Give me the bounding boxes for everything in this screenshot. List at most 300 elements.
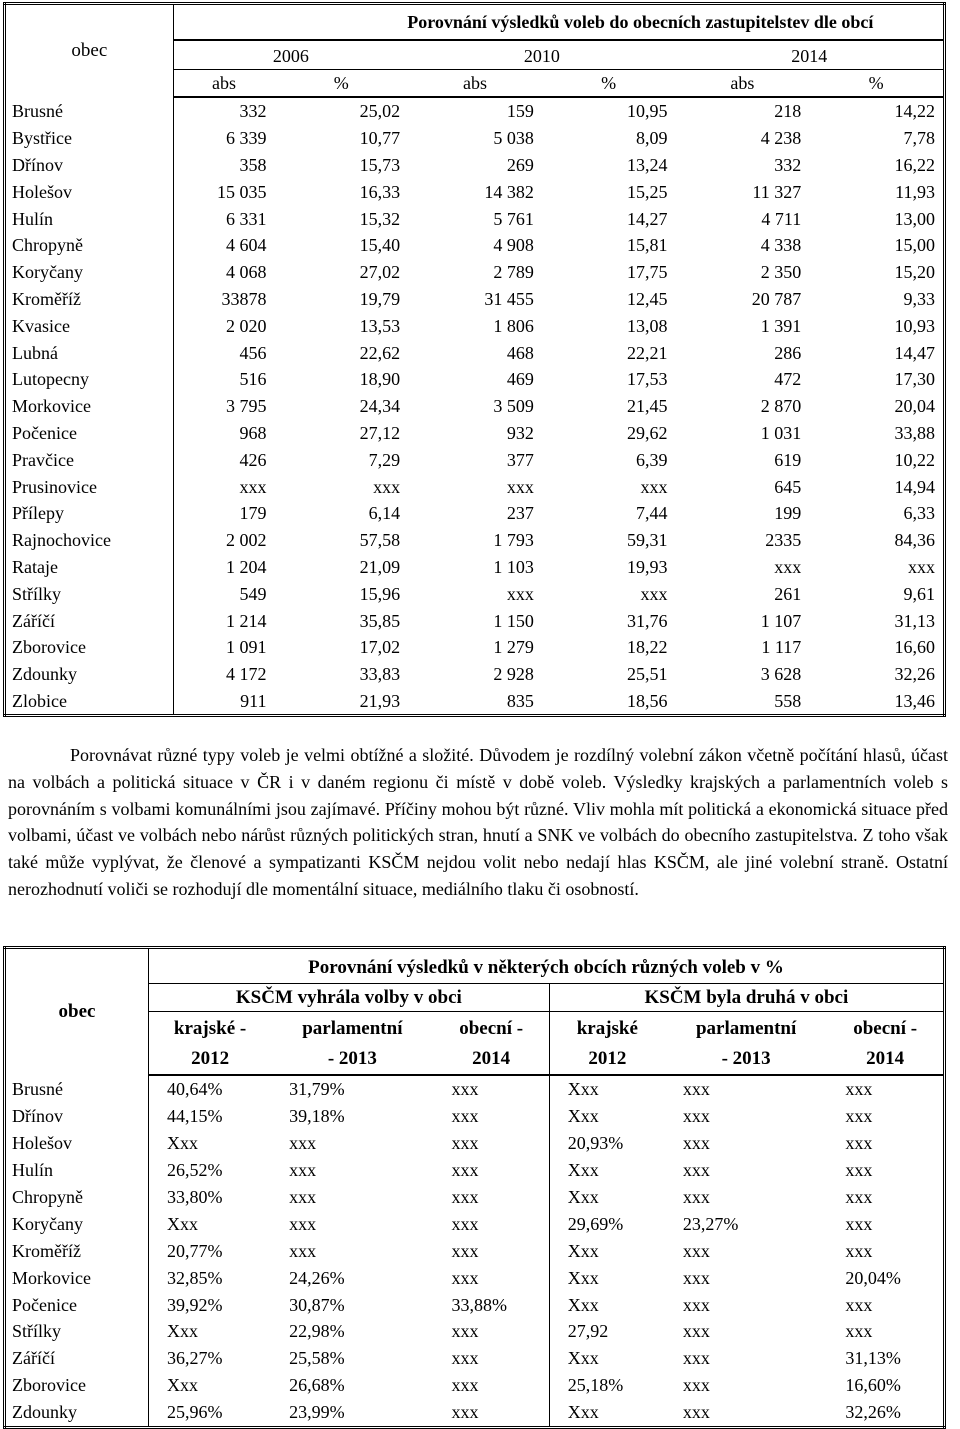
table-row (5, 232, 945, 259)
unit-header: abs (676, 70, 810, 98)
municipality-name: Záříčí (5, 1345, 149, 1372)
sub-header-line: parlamentní (695, 1018, 797, 1039)
table-cell: 24,26% (289, 1267, 345, 1288)
table-cell: 25,96% (167, 1402, 223, 1423)
municipality-name: Hulín (5, 1157, 149, 1184)
table-cell: xxx (434, 1157, 550, 1184)
table-cell: 8,09 (636, 128, 668, 149)
table-row (5, 634, 945, 661)
table-cell: 16,60 (894, 637, 935, 658)
table-cell: xxx (845, 1187, 873, 1207)
table-cell: xxx (682, 1133, 710, 1154)
municipality-name: Brusné (5, 97, 174, 125)
table-cell: 5 038 (493, 128, 534, 149)
municipality-name: Přílepy (5, 500, 174, 527)
municipality-name: Zdounky (5, 1399, 149, 1427)
sub-header (549, 1012, 665, 1076)
table-cell: xxx (640, 583, 668, 604)
unit-header: % (542, 70, 676, 98)
table-cell: 3 628 (760, 664, 802, 685)
table-row (5, 500, 945, 527)
table-cell: 2 020 (225, 315, 267, 336)
table-cell: 516 (239, 369, 267, 390)
table-cell: 19,79 (359, 288, 401, 309)
table-cell: 5 761 (493, 208, 534, 229)
municipality-name: Rajnochovice (5, 527, 174, 554)
table-cell: 29,69% (567, 1213, 624, 1234)
municipality-name: Hulín (5, 205, 174, 232)
table-cell: 17,53 (627, 369, 668, 390)
table-cell: 2335 (765, 530, 802, 551)
table-cell: 1 214 (225, 610, 267, 631)
table-cell: 21,09 (359, 556, 401, 577)
municipality-name: Koryčany (5, 1210, 149, 1237)
table-cell: 18,22 (627, 637, 668, 658)
municipality-name: Chropyně (5, 232, 174, 259)
table-cell: 18,90 (359, 369, 401, 390)
municipality-name: Kroměříž (5, 1237, 149, 1264)
analysis-paragraph: Porovnávat různé typy voleb je velmi obtížné a složité. Důvodem je rozdílný volební zákon včetně počítání hlasů, účast na volbách a politická situace v ČR i v daném regionu či místě v době voleb. Výsledky krajských a parlamentních voleb s porovnáním s volbami komunálními jsou zajímavé. Příčiny mohou být různé. Vliv mohla mít politická a ekonomická situace před volbami, účast ve volbách nebo nárůst různých politických stran, hnutí a SNK ve volbách do obecního zastupitelstva. Z toho však také může vyplývat, že členové a sympatizanti KSČM nejdou volit nebo nedají hlas KSČM, ale jiné volební straně. Ostatní nerozhodnutí voliči se rozhodují dle momentální situace, mediálního tlaku či osobností. (8, 745, 948, 899)
sub-header (665, 1012, 827, 1076)
table-cell: 4 238 (760, 128, 802, 149)
table-row (5, 1130, 945, 1157)
municipality-name: Kvasice (5, 312, 174, 339)
table-cell: 10,77 (359, 128, 401, 149)
table-cell: 57,58 (359, 530, 401, 551)
table-row (5, 527, 945, 554)
table-row (5, 1372, 945, 1399)
table-cell: xxx (682, 1294, 710, 1315)
table-cell: 31,13 (894, 610, 935, 631)
table-cell: 14 382 (484, 181, 534, 202)
table-cell: 36,27% (167, 1348, 223, 1369)
table-cell: 1 793 (493, 530, 534, 551)
group-header-won: KSČM vyhrála volby v obci (149, 984, 550, 1012)
table-cell: 4 338 (760, 235, 802, 256)
sub-header-line: 2012 (588, 1048, 627, 1069)
table-cell: 377 (506, 449, 534, 470)
table-cell: 17,75 (627, 262, 668, 283)
table-cell: xxx (845, 1079, 873, 1100)
table-cell: 35,85 (359, 610, 401, 631)
municipality-name: Počenice (5, 1291, 149, 1318)
table-cell: 4 604 (225, 235, 267, 256)
table-cell: xxx (682, 1160, 710, 1181)
sub-header-line: - 2013 (721, 1048, 771, 1069)
table-row (5, 1345, 945, 1372)
table-cell: 15,73 (359, 154, 401, 175)
table-cell: xxx (289, 1187, 317, 1207)
table-cell: Xxx (567, 1240, 599, 1261)
results-table-municipal (3, 2, 946, 717)
table-cell: 9,61 (903, 583, 935, 604)
table-row (5, 205, 945, 232)
table-cell: xxx (845, 1133, 873, 1154)
table-row (5, 420, 945, 447)
table-cell: 7,44 (636, 503, 668, 524)
table-cell: Xxx (167, 1133, 198, 1154)
year-header: 2010 (408, 40, 675, 70)
table-cell: xxx (845, 1213, 873, 1234)
municipality-name: Zborovice (5, 1372, 149, 1399)
table-cell: 468 (506, 342, 534, 363)
table-row (5, 1103, 945, 1130)
table-cell: xxx (682, 1267, 710, 1288)
table-cell: 358 (239, 154, 267, 175)
table-cell: 932 (506, 422, 534, 443)
table-cell: 20 787 (751, 288, 802, 309)
table-cell: 84,36 (894, 530, 935, 551)
sub-header (434, 1012, 550, 1076)
sub-header-line: parlamentní (302, 1018, 403, 1039)
table-cell: xxx (640, 476, 668, 497)
table-cell: xxx (682, 1240, 710, 1261)
table-cell: Xxx (567, 1267, 599, 1288)
table-row (5, 286, 945, 313)
table-cell: 15,20 (894, 262, 935, 283)
table-cell: xxx (845, 1321, 873, 1342)
municipality-name: Pravčice (5, 446, 174, 473)
table-cell: xxx (434, 1130, 550, 1157)
table-cell: xxx (434, 1318, 550, 1345)
table-cell: 16,22 (894, 154, 935, 175)
table-cell: xxx (434, 1264, 550, 1291)
table-cell: xxx (289, 1240, 317, 1261)
table-row (5, 554, 945, 581)
table-cell: 13,53 (359, 315, 401, 336)
obec-header: obec (5, 4, 174, 98)
table-cell: 1 031 (760, 422, 802, 443)
table-cell: 15,32 (359, 208, 401, 229)
table-cell: 27,02 (359, 262, 401, 283)
table-cell: xxx (506, 476, 534, 497)
table-cell: 19,93 (627, 556, 668, 577)
table-cell: 27,12 (359, 422, 401, 443)
table-cell: xxx (682, 1402, 710, 1423)
table-cell: 426 (239, 449, 267, 470)
table-cell: 33,88 (894, 422, 935, 443)
table-cell: 911 (240, 690, 267, 711)
table-cell: 32,85% (167, 1267, 223, 1288)
table-cell: 15,00 (894, 235, 935, 256)
table-cell: 835 (506, 690, 534, 711)
table-cell: xxx (682, 1079, 710, 1100)
table-cell: 15,81 (627, 235, 668, 256)
municipality-name: Střílky (5, 580, 174, 607)
table-row (5, 580, 945, 607)
table-cell: 31 455 (484, 288, 534, 309)
table-cell: 13,24 (627, 154, 668, 175)
municipality-name: Střílky (5, 1318, 149, 1345)
table-row (5, 688, 945, 716)
municipality-name: Chropyně (5, 1184, 149, 1211)
table-row (5, 259, 945, 286)
table-cell: xxx (682, 1348, 710, 1369)
table-cell: 59,31 (627, 530, 668, 551)
table-cell: 6 339 (225, 128, 267, 149)
table-cell: 1 279 (493, 637, 534, 658)
table-cell: 269 (506, 154, 534, 175)
municipality-name: Zlobice (5, 688, 174, 716)
table-cell: 9,33 (903, 288, 935, 309)
table-cell: 286 (774, 342, 802, 363)
table-cell: 25,02 (359, 101, 401, 122)
table-cell: 1 391 (760, 315, 802, 336)
table-cell: 31,76 (627, 610, 668, 631)
table-cell: 10,95 (627, 101, 668, 122)
table-cell: 20,04 (894, 396, 935, 417)
table-cell: 179 (239, 503, 267, 524)
municipality-name: Záříčí (5, 607, 174, 634)
table-cell: 7,29 (368, 449, 401, 470)
municipality-name: Zdounky (5, 661, 174, 688)
sub-header-line: 2012 (191, 1048, 230, 1069)
municipality-name: Brusné (5, 1075, 149, 1103)
table-cell: 14,47 (894, 342, 935, 363)
sub-header (149, 1012, 272, 1076)
sub-header (271, 1012, 433, 1076)
table-cell: 44,15% (167, 1106, 223, 1127)
table-cell: 12,45 (627, 288, 668, 309)
table-cell: 199 (774, 503, 802, 524)
results-table-comparison (3, 946, 946, 1429)
table-cell: 22,98% (289, 1321, 345, 1342)
table-cell: Xxx (167, 1375, 198, 1396)
table-cell: 332 (774, 154, 802, 175)
municipality-name: Holešov (5, 1130, 149, 1157)
table-cell: xxx (908, 556, 935, 577)
table-cell: 29,62 (627, 422, 668, 443)
table-cell: xxx (434, 1345, 550, 1372)
table-cell: 15,40 (359, 235, 401, 256)
table-cell: 6,39 (636, 449, 668, 470)
table-cell: Xxx (167, 1213, 198, 1234)
table-cell: xxx (845, 1240, 873, 1261)
table-cell: xxx (434, 1103, 550, 1130)
table-cell: 1 103 (493, 556, 534, 577)
table-cell: 6,14 (368, 503, 401, 524)
table-cell: 1 117 (761, 637, 802, 658)
table-cell: xxx (506, 583, 534, 604)
table-cell: 6,33 (903, 503, 935, 524)
table-cell: 33878 (221, 288, 267, 309)
municipality-name: Prusinovice (5, 473, 174, 500)
table-cell: 261 (774, 583, 802, 604)
table-cell: xxx (434, 1399, 550, 1427)
table-row (5, 1184, 945, 1211)
unit-header: abs (408, 70, 542, 98)
table-cell: 14,94 (894, 476, 935, 497)
table-cell: 15,96 (359, 583, 401, 604)
table-cell: 469 (506, 369, 534, 390)
table-cell: xxx (289, 1160, 317, 1181)
table-cell: 2 002 (225, 530, 267, 551)
table-cell: xxx (682, 1106, 710, 1127)
table-cell: 619 (774, 449, 802, 470)
table2-title: Porovnání výsledků v některých obcích různých voleb v % (149, 948, 945, 984)
table-cell: 237 (506, 503, 534, 524)
obec-header: obec (5, 948, 149, 1076)
table-cell: 33,88% (434, 1291, 550, 1318)
table-cell: 558 (774, 690, 802, 711)
table-cell: xxx (682, 1375, 710, 1396)
table-cell: 32,26 (894, 664, 935, 685)
group-header-second: KSČM byla druhá v obci (549, 984, 944, 1012)
municipality-name: Rataje (5, 554, 174, 581)
table-cell: 4 908 (493, 235, 534, 256)
table-cell: Xxx (567, 1402, 599, 1423)
table-cell: 1 204 (225, 556, 267, 577)
table-cell: 2 928 (493, 664, 534, 685)
year-header: 2006 (173, 40, 408, 70)
table-row (5, 607, 945, 634)
table-cell: 3 795 (225, 396, 267, 417)
table-cell: 26,52% (167, 1160, 223, 1181)
table-cell: xxx (845, 1294, 873, 1315)
table-cell: xxx (239, 476, 267, 497)
table-cell: 2 350 (760, 262, 802, 283)
table-cell: 32,26% (845, 1402, 901, 1423)
table-cell: 39,92% (167, 1294, 223, 1315)
table-cell: 24,34 (359, 396, 401, 417)
table-cell: 17,30 (894, 369, 935, 390)
sub-header-line: 2014 (472, 1048, 511, 1069)
table-cell: 25,58% (289, 1348, 345, 1369)
table-cell: 14,27 (627, 208, 668, 229)
table1-title: Porovnání výsledků voleb do obecních zastupitelstev dle obcí (173, 4, 944, 41)
table-cell: 7,78 (903, 128, 935, 149)
table-cell: 31,13% (845, 1348, 901, 1369)
unit-header: % (809, 70, 944, 98)
table-row (5, 97, 945, 125)
table-cell: Xxx (567, 1079, 599, 1100)
table-cell: xxx (434, 1184, 550, 1211)
table-cell: 10,93 (894, 315, 935, 336)
table-cell: 1 806 (493, 315, 534, 336)
table-cell: 26,68% (289, 1375, 345, 1396)
table-cell: 30,87% (289, 1294, 345, 1315)
table-row (5, 446, 945, 473)
table-cell: 20,77% (167, 1240, 223, 1261)
municipality-name: Lubná (5, 339, 174, 366)
table-cell: 16,33 (359, 181, 401, 202)
unit-header: % (274, 70, 408, 98)
table-cell: 40,64% (167, 1079, 223, 1100)
table-row (5, 178, 945, 205)
table-cell: 13,00 (894, 208, 935, 229)
table-cell: xxx (774, 556, 802, 577)
table-cell: Xxx (567, 1106, 599, 1127)
table-cell: Xxx (167, 1321, 198, 1342)
table-cell: 218 (774, 101, 802, 122)
municipality-name: Zborovice (5, 634, 174, 661)
table-cell: xxx (289, 1213, 317, 1234)
table-cell: 549 (239, 583, 267, 604)
table-cell: 21,93 (359, 690, 401, 711)
sub-header-line: krajské (576, 1018, 638, 1039)
table-cell: xxx (434, 1210, 550, 1237)
table-cell: 15 035 (216, 181, 267, 202)
table-row (5, 661, 945, 688)
municipality-name: Holešov (5, 178, 174, 205)
year-header: 2014 (676, 40, 945, 70)
table-cell: 23,27% (682, 1213, 739, 1234)
municipality-name: Dřínov (5, 152, 174, 179)
sub-header-line: 2014 (866, 1048, 905, 1069)
table-cell: 18,56 (627, 690, 668, 711)
table-cell: 4 711 (761, 208, 802, 229)
table-cell: 1 091 (225, 637, 267, 658)
sub-header (827, 1012, 944, 1076)
table-row (5, 1237, 945, 1264)
table-cell: 472 (774, 369, 802, 390)
table-row (5, 152, 945, 179)
table-cell: 25,51 (627, 664, 668, 685)
table-row (5, 366, 945, 393)
table-cell: xxx (434, 1075, 550, 1103)
table-cell: 4 172 (225, 664, 267, 685)
table-cell: Xxx (567, 1294, 599, 1315)
table-cell: 1 150 (493, 610, 534, 631)
table-row (5, 339, 945, 366)
table-cell: 22,21 (627, 342, 668, 363)
table-cell: 159 (506, 101, 534, 122)
table-cell: 15,25 (627, 181, 668, 202)
table-row (5, 393, 945, 420)
table-row (5, 1210, 945, 1237)
table-cell: 10,22 (894, 449, 935, 470)
table-row (5, 312, 945, 339)
table-cell: 20,93% (567, 1133, 624, 1154)
table-cell: 31,79% (289, 1079, 345, 1100)
table-cell: 1 107 (760, 610, 802, 631)
table-cell: 332 (239, 101, 267, 122)
table-cell: 6 331 (225, 208, 267, 229)
municipality-name: Morkovice (5, 393, 174, 420)
table-cell: 645 (774, 476, 802, 497)
table-cell: 22,62 (359, 342, 401, 363)
table-cell: 2 789 (493, 262, 534, 283)
table-cell: xxx (434, 1372, 550, 1399)
table-cell: 17,02 (359, 637, 401, 658)
table-row (5, 1157, 945, 1184)
table-cell: 33,80% (167, 1187, 223, 1207)
table-cell: Xxx (567, 1187, 599, 1207)
table-cell: xxx (373, 476, 401, 497)
municipality-name: Počenice (5, 420, 174, 447)
table-cell: 13,46 (894, 690, 935, 711)
table-cell: 16,60% (845, 1375, 901, 1396)
table-cell: 3 509 (493, 396, 534, 417)
table-cell: 4 068 (225, 262, 267, 283)
table-cell: 25,18% (567, 1375, 624, 1396)
table-cell: xxx (845, 1106, 873, 1127)
table-cell: 456 (239, 342, 267, 363)
table-cell: 27,92 (567, 1321, 609, 1342)
sub-header-line: krajské - (173, 1018, 247, 1039)
table-cell: 33,83 (359, 664, 401, 685)
table-row (5, 1318, 945, 1345)
table-row (5, 1291, 945, 1318)
sub-header-line: - 2013 (327, 1048, 377, 1069)
municipality-name: Koryčany (5, 259, 174, 286)
municipality-name: Lutopecny (5, 366, 174, 393)
table-cell: 23,99% (289, 1402, 345, 1423)
table-cell: 20,04% (845, 1267, 901, 1288)
table-cell: 11,93 (895, 181, 935, 202)
table-row (5, 473, 945, 500)
table-cell: xxx (845, 1160, 873, 1181)
